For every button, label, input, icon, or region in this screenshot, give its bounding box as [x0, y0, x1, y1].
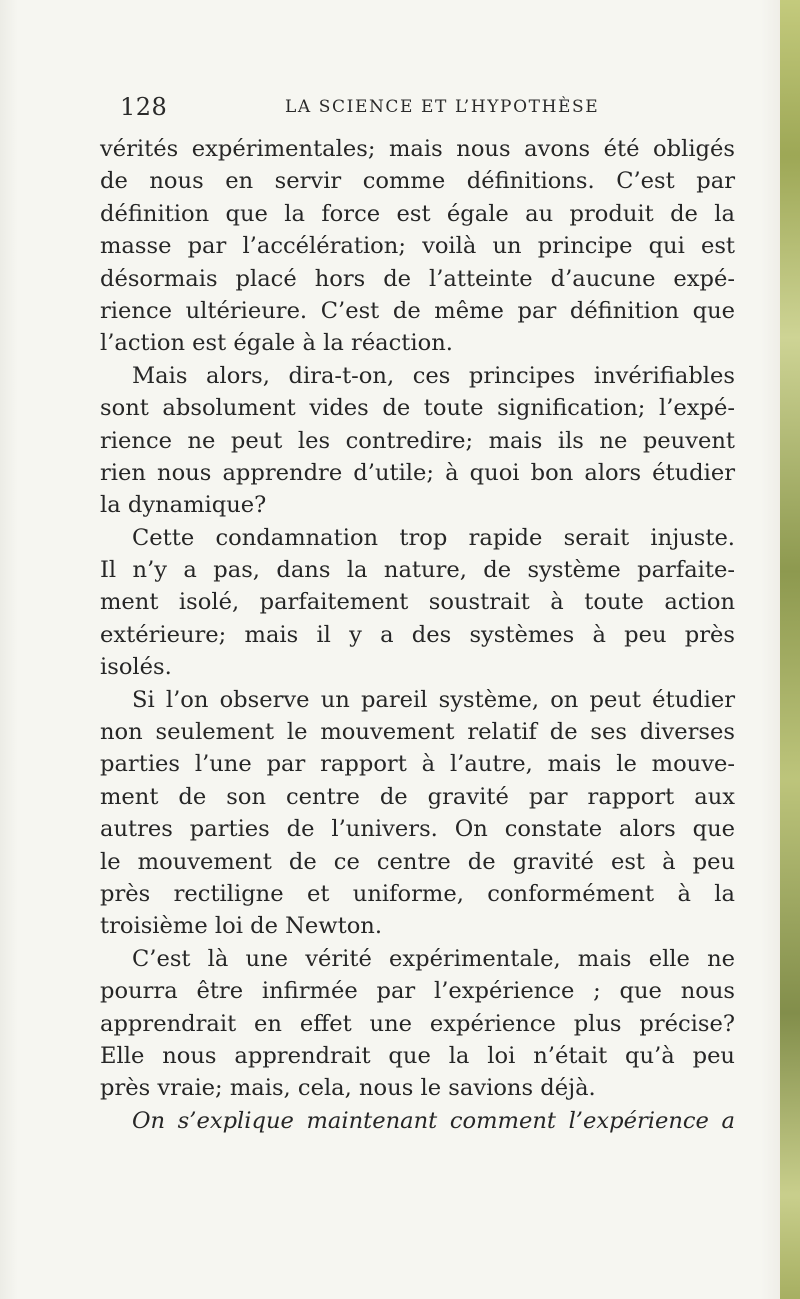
text-line: extérieure; mais il y a des systèmes à peu près	[100, 621, 735, 648]
text-line: vérités expérimentales; mais nous avons été obligés	[100, 136, 735, 162]
text-line: Il n’y a pas, dans la nature, de système parfaite-	[100, 557, 735, 584]
text-line: près vraie; mais, cela, nous le savions déjà.	[100, 1075, 596, 1102]
text-line: autres parties de l’univers. On constate alors que	[100, 816, 735, 843]
text-line: pourra être infirmée par l’expérience ; que nous	[100, 978, 735, 1005]
text-line: Mais alors, dira-t-on, ces principes invérifiables	[132, 362, 735, 389]
text-line: On s’explique maintenant comment l’expérience a	[132, 1107, 735, 1134]
text-line: de nous en servir comme définitions. C’est par	[100, 168, 735, 195]
text-line: définition que la force est égale au produit de la	[100, 200, 735, 227]
running-head: LA SCIENCE ET L’HYPOTHÈSE	[285, 97, 600, 117]
text-line: rience ne peut les contredire; mais ils ne peuvent	[100, 427, 735, 454]
text-line: Si l’on observe un pareil système, on peut étudier	[132, 686, 735, 713]
body-text	[100, 133, 735, 1137]
text-line: C’est là une vérité expérimentale, mais elle ne	[132, 945, 735, 972]
text-line: sont absolument vides de toute signification; l’expé-	[100, 395, 735, 422]
text-line: désormais placé hors de l’atteinte d’aucune expé-	[100, 265, 735, 292]
text-line: isolés.	[100, 654, 172, 681]
text-line: rience ultérieure. C’est de même par définition que	[100, 297, 735, 324]
page-header	[120, 93, 720, 123]
text-line: non seulement le mouvement relatif de ses diverses	[100, 719, 735, 746]
text-line: Cette condamnation trop rapide serait injuste.	[132, 524, 735, 551]
text-line: troisième loi de Newton.	[100, 913, 383, 940]
text-line: ment de son centre de gravité par rapport aux	[100, 783, 735, 810]
text-line: apprendrait en effet une expérience plus précise?	[100, 1010, 735, 1037]
text-line: l’action est égale à la réaction.	[100, 330, 453, 357]
text-line: près rectiligne et uniforme, conformément à la	[100, 880, 735, 907]
text-line: rien nous apprendre d’utile; à quoi bon alors étudier	[100, 459, 735, 486]
page-number: 128	[120, 93, 168, 121]
text-line: Elle nous apprendrait que la loi n’était qu’à peu	[100, 1042, 735, 1069]
text-line: le mouvement de ce centre de gravité est à peu	[100, 848, 735, 875]
text-line: la dynamique?	[100, 492, 267, 519]
text-line: parties l’une par rapport à l’autre, mais le mouve-	[100, 751, 735, 778]
page-edge	[780, 0, 800, 1299]
text-line: masse par l’accélération; voilà un principe qui est	[100, 233, 735, 260]
text-line: ment isolé, parfaitement soustrait à toute action	[100, 589, 735, 616]
